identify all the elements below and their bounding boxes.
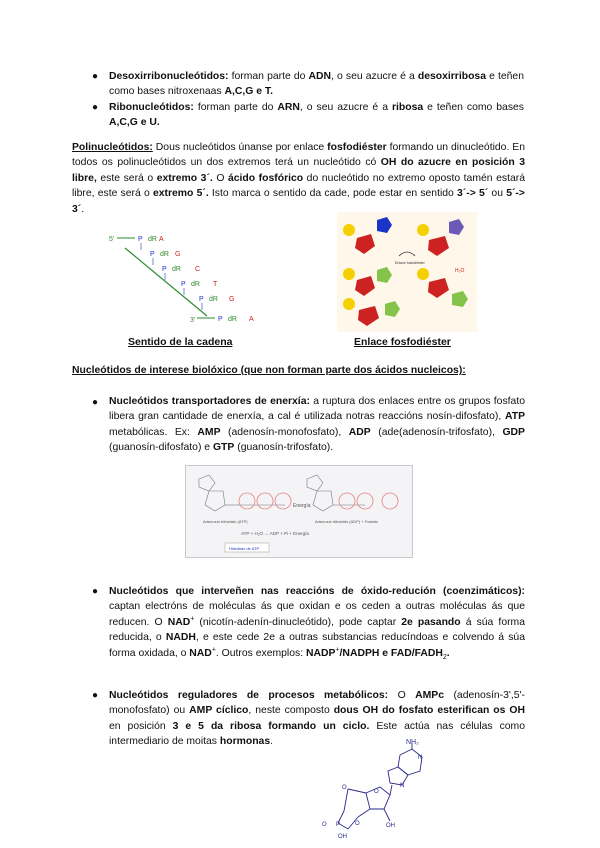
position-term: 3 e 5 da ribosa formando un ciclo.	[172, 720, 370, 732]
energy-plus-label: Energía	[293, 503, 311, 509]
bullet-dot: ●	[92, 102, 99, 113]
phosphate-yellow	[417, 224, 429, 236]
oh-label: OH	[386, 823, 395, 829]
bullet-dot: ●	[92, 71, 99, 82]
chain-dr: dR	[228, 316, 237, 323]
poli-text: ou	[488, 188, 507, 200]
poli-text: Isto marca o sentido da cade, pode estar en sentido	[208, 188, 458, 200]
extremo5-term: extremo 5´.	[152, 188, 209, 200]
poli-text: Dous nucleótidos únanse por enlace	[152, 142, 328, 153]
regulators-term: Nucleótidos reguladores de procesos metabólicos:	[109, 690, 389, 701]
atp-right-label: Adenosín difosfato (ADP) + Fosfato	[315, 519, 379, 524]
phosphodiester-diagram	[337, 212, 477, 332]
chain-base-a: A	[249, 316, 254, 323]
nad-plus: +	[190, 615, 195, 623]
chain-p: P	[181, 281, 186, 288]
redox-dot: .	[446, 647, 450, 659]
desoxi-item	[109, 69, 524, 100]
amp-term: AMP	[197, 426, 221, 438]
ribo-item	[109, 100, 524, 131]
atp-equation: ATP + H₂O → ADP + Pi + Energía	[241, 531, 309, 536]
chain-p: P	[162, 266, 167, 273]
ribo-text: e teñen como bases	[423, 102, 524, 113]
energy-text: (ade(adenosín-trifosfato),	[370, 426, 503, 438]
energy-text: (guanosín-trifosfato).	[234, 442, 334, 454]
bullet-dot: ●	[92, 690, 99, 701]
redox-text: captan electróns de moléculas ás que oxidan e os ceden a outras moléculas ás que reducen. O	[109, 601, 525, 628]
nadp-term: NADP	[306, 647, 336, 659]
acido-term: ácido fosfórico	[227, 172, 304, 184]
redox-term: Nucleótidos que interveñen nas reaccións de óxido-redución (coenzimáticos):	[109, 586, 525, 597]
gdp-term: GDP	[502, 426, 525, 438]
o-label: O	[374, 789, 379, 795]
ribosa-term: ribosa	[391, 102, 424, 113]
ribo-text: , o seu azucre é a	[299, 102, 392, 113]
reg-text: O	[388, 690, 416, 701]
energy-text: (guanosín-difosfato) e	[109, 442, 213, 454]
o-label: O	[355, 821, 360, 827]
ribo-term: Ribonucleótidos:	[109, 102, 194, 113]
chain-dr: dR	[209, 296, 218, 303]
chain-base-t: T	[213, 281, 218, 288]
oh-esterify-term: dous OH do fosfato esterifican os OH	[333, 705, 526, 717]
regulators-item	[109, 688, 525, 750]
chain-p: P	[150, 251, 155, 258]
phosphodiester-label: Enlace fosfodiéster	[395, 261, 425, 265]
nadph-fad-term: /NADPH e FAD/FADH	[339, 647, 443, 659]
energy-text: metabólicas. Ex:	[109, 426, 198, 438]
ribo-text: forman parte do	[193, 102, 278, 113]
desoxi-text: forman parte do	[228, 71, 309, 82]
energy-text: a ruptura dos enlaces entre os grupos fosfato libera gran cantidade de enerxía, a cal é utilizada notras reaccións nosín-difosfato),	[109, 396, 525, 423]
chain-dr: dR	[160, 251, 169, 258]
redox-item	[109, 584, 525, 661]
chain-base-g: G	[229, 296, 235, 303]
chain-base-c: C	[195, 266, 201, 273]
redox-text: (nicotín-adenín-dinucleótido), pode captar	[194, 616, 402, 628]
camp-structure	[318, 737, 438, 841]
atp-hydrolysis-figure	[185, 465, 413, 558]
p-label: P	[336, 822, 341, 828]
poli-text: do nucleótido no extremo oposto tamén estará libre, este será o	[72, 172, 525, 200]
atp-figure-frame	[186, 466, 413, 558]
adn-term: ADN	[308, 71, 332, 82]
o-label: O	[342, 785, 347, 791]
reg-text: en posición	[109, 720, 173, 732]
n-label: N	[400, 783, 405, 789]
chain-caption: Sentido de la cadena	[128, 336, 233, 348]
desoxi-text: , o seu azucre é a	[331, 71, 418, 82]
phosphate-yellow	[343, 268, 355, 280]
chain-dr: dR	[191, 281, 200, 288]
reg-text: .	[270, 736, 274, 748]
ampc-term: AMPc	[415, 690, 445, 701]
poli-text: O	[212, 172, 228, 184]
phosphate-yellow	[417, 268, 429, 280]
redox-text: . Outros exemplos:	[215, 647, 306, 659]
capt-term: 2e pasando	[401, 616, 461, 628]
desoxi-bases: A,C,G e T.	[224, 86, 274, 98]
desoxi-text: e teñen como bases nitroxenaas	[109, 71, 524, 98]
chain-3-label: 3'	[190, 317, 196, 324]
arn-term: ARN	[277, 102, 300, 113]
chain-5-label: 5'	[109, 236, 115, 243]
reg-text: (adenosín-3',5'-monofosfato) ou	[109, 690, 526, 717]
polinucleotidos-term: Polinucleótidos:	[72, 142, 153, 153]
phosphate-yellow	[343, 298, 355, 310]
nad-plus: +	[211, 646, 216, 654]
poli-text: formando un dinucleótido. En todos os polinucleótidos un dos extremos terá un nucleótido có	[72, 142, 526, 169]
nad-term: NAD	[189, 647, 212, 659]
nad-term: NAD	[167, 616, 191, 628]
poli-text: este será o	[96, 172, 157, 184]
energy-item	[109, 394, 525, 456]
fadh-sub: 2	[442, 653, 447, 661]
chain-base-a: A	[159, 236, 164, 243]
nadp-plus: +	[335, 646, 340, 654]
chain-base-g: G	[175, 251, 181, 258]
chain-direction-diagram	[95, 226, 270, 330]
chain-p: P	[199, 296, 204, 303]
nh2-label: NH₂	[406, 739, 419, 746]
bullet-dot: ●	[92, 397, 99, 408]
chain-dr: dR	[148, 236, 157, 243]
oh-label: OH	[338, 834, 347, 840]
atp-term: ATP	[504, 411, 525, 423]
redox-text: , e este cede 2e a outras substancias reducíndoas e colvendo á súa forma oxidada, o	[109, 632, 525, 659]
chain-dr: dR	[172, 266, 181, 273]
ribo-bases: A,C,G e U.	[109, 117, 160, 129]
poli-text: .	[81, 203, 85, 215]
phosphate-yellow	[343, 224, 355, 236]
extremo3-term: extremo 3´.	[156, 172, 213, 184]
desoxirribosa-term: desoxirribosa	[417, 71, 486, 82]
nadh-term: NADH	[165, 632, 196, 644]
n-label: N	[418, 755, 423, 761]
reg-text: , neste composto	[248, 705, 334, 717]
desoxi-term: Desoxirribonucleótidos:	[109, 71, 229, 82]
direction-5-3: 5´-> 3´	[72, 188, 525, 215]
fosfodiester-term: fosfodiéster	[327, 142, 387, 153]
o-label: O	[322, 822, 327, 828]
polinucleotidos-paragraph	[72, 140, 525, 217]
bullet-dot: ●	[92, 586, 99, 597]
hydrolysis-button-label: Hidrólisis de ATP	[229, 546, 260, 551]
direction-3-5: 3´-> 5´	[457, 188, 489, 200]
water-label: H₂O	[455, 268, 465, 274]
energy-term: Nucleótidos transportadores de enerxía:	[109, 396, 310, 407]
chain-p: P	[218, 316, 223, 323]
chain-p: P	[138, 236, 143, 243]
hormonas-term: hormonas	[219, 736, 271, 748]
redox-text: á súa forma reducida, o	[109, 616, 525, 644]
adp-term: ADP	[348, 426, 371, 438]
reg-text: Este actúa nas células como intermediario de moitas	[109, 720, 525, 748]
oh-term: OH do azucre en posición 3 libre,	[72, 157, 526, 184]
amp-ciclico-term: AMP cíclico	[189, 705, 249, 717]
interest-heading: Nucleótidos de interese biolóxico (que non forman parte dos ácidos nucleicos):	[72, 365, 466, 376]
energy-text: (adenosín-monofosfato),	[220, 426, 349, 438]
gtp-term: GTP	[212, 442, 235, 454]
atp-left-label: Adenosín trifosfato (ATP)	[203, 519, 248, 524]
bond-caption: Enlace fosfodiéster	[354, 336, 451, 348]
